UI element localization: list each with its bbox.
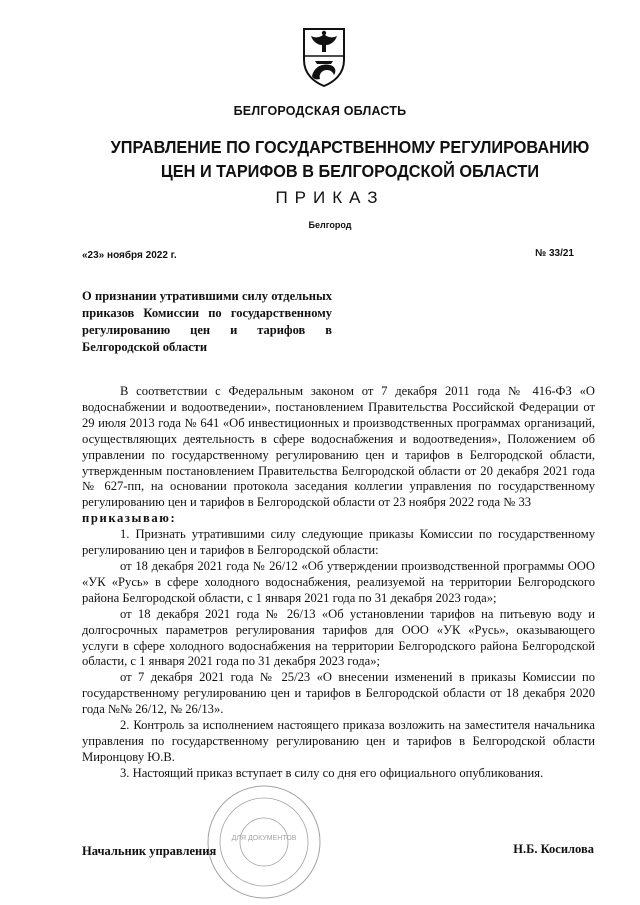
order-date: «23» ноября 2022 г. [82,250,177,261]
agency-title-line-2: ЦЕН И ТАРИФОВ В БЕЛГОРОДСКОЙ ОБЛАСТИ [160,161,540,181]
order-body [82,384,595,782]
orders-word [82,511,595,527]
item-3-paragraph: 3. Настоящий приказ вступает в силу со дня его официального опубликования. [120,765,544,780]
city: Белгород [308,220,352,230]
signatory-name: Н.Б. Косилова [513,842,594,856]
stamp-text: ДЛЯ ДОКУМЕНТОВ [231,835,297,842]
official-stamp [203,783,325,901]
region-name: БЕЛГОРОДСКАЯ ОБЛАСТЬ [233,104,407,118]
signatory-title: Начальник управления [82,844,217,858]
item-1-sub-2: от 18 декабря 2021 года № 26/13 «Об установлении тарифов на питьевую воду и долгосрочных параметров регулирования тарифов для ООО «УК «Русь», оказывающего услуги в сфере холодного водоснабжения на территории Белгородского района Белгородской области, с 1 января 2021 года по 31 декабря 2023 года»; [82,606,595,669]
item-2-paragraph: 2. Контроль за исполнением настоящего приказа возложить на заместителя начальника управления по государственному регулированию цен и тарифов в Белгородской области Миронцову Ю.В. [82,718,595,764]
item-1-sub-1: от 18 декабря 2021 года № 26/12 «Об утверждении производственной программы ООО «УК «Русь» в сфере холодного водоснабжения, реализуемой на территории Белгородского района Белгородской области, с 1 января 2021 года по 31 декабря 2023 года»; [82,558,595,605]
item-1-sub-3: от 7 декабря 2021 года № 25/23 «О внесении изменений в приказы Комиссии по государственному регулированию цен и тарифов в Белгородской области от 18 декабря 2020 года №№ 26/12, № 26/13». [82,670,595,717]
orders-word-text: приказываю: [82,511,177,526]
item-1-paragraph: 1. Признать утратившими силу следующие приказы Комиссии по государственному регулированию цен и тарифов в Белгородской области: [82,527,595,558]
belgorod-coat-of-arms-icon [301,26,347,88]
agency-title [80,135,619,183]
agency-title-line-1: УПРАВЛЕНИЕ ПО ГОСУДАРСТВЕННОМУ РЕГУЛИРОВАНИЮ [110,137,590,157]
order-number: № 33/21 [535,248,574,259]
order-subject: О признании утратившими силу отдельных приказов Комиссии по государственному регулированию цен и тарифов в Белгородской области [82,289,332,354]
preamble-paragraph: В соответствии с Федеральным законом от 7 декабря 2011 года № 416-ФЗ «О водоснабжении и водоотведении», постановлением Правительства Российской Федерации от 29 июля 2013 года № 641 «Об инвестиционных и производственных программах организаций, осуществляющих деятельность в сфере водоснабжения и водоотведения», Положением об управлении по государственному регулированию цен и тарифов в Белгородской области, утвержденным постановлением Правительства Белгородской области от 20 декабря 2021 года № 627-пп, на основании протокола заседания коллегии управления по государственному регулированию цен и тарифов в Белгородской области от 23 ноября 2022 года № 33 [82,384,595,510]
document-type: ПРИКАЗ [275,188,385,207]
